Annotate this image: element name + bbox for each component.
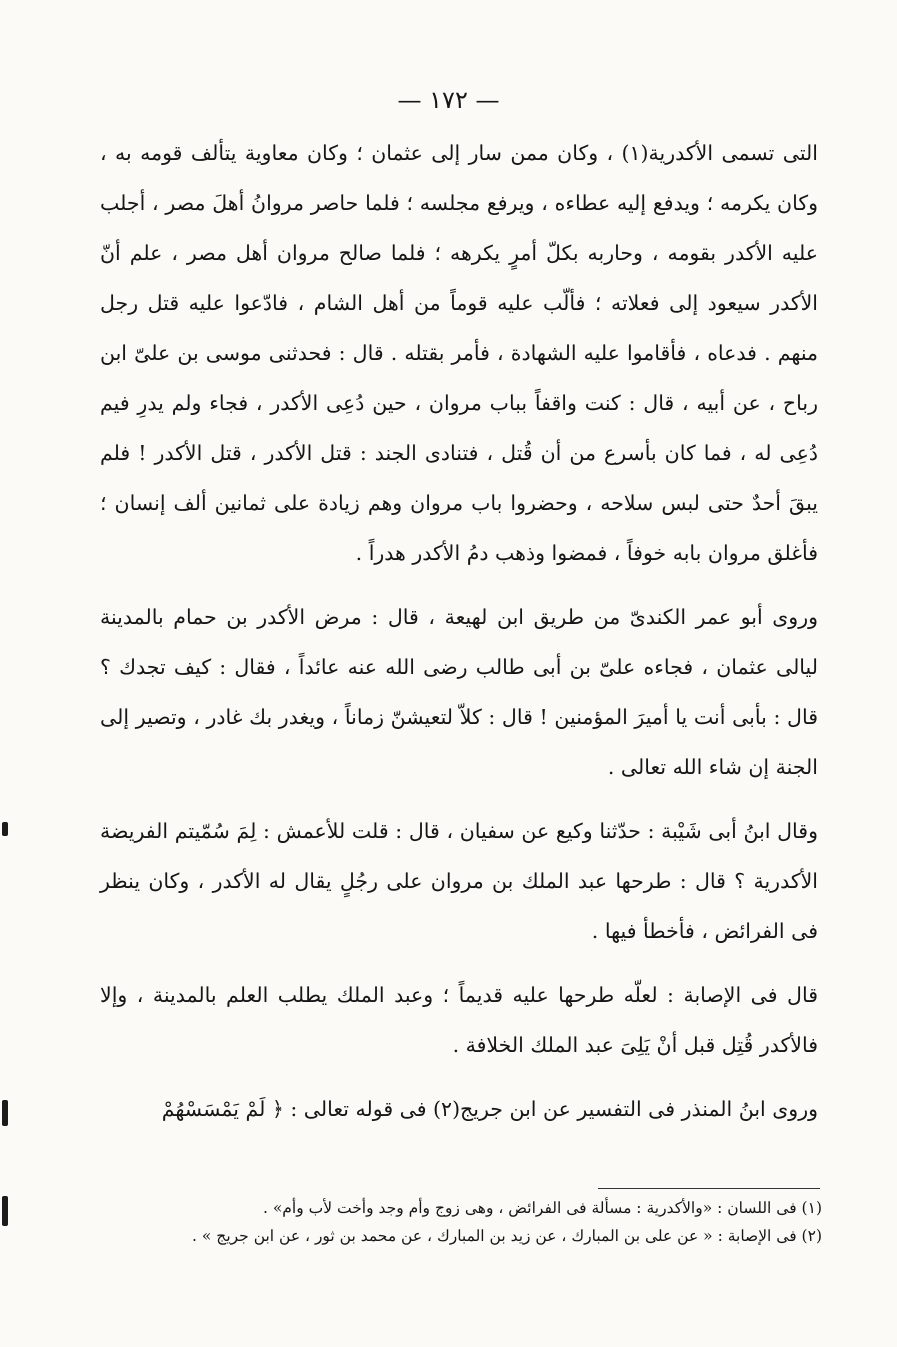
footnote-1: (١) فى اللسان : «والأكدرية : مسألة فى الفرائض ، وهى زوج وأم وجد وأخت لأب وأم» .: [262, 1199, 822, 1217]
paragraph-3: وقال ابنُ أبى شَيْبة : حدّثنا وكيع عن سفيان ، قال : قلت للأعمش : لِمَ سُمّيتم الفريضة الأكدرية ؟ قال : طرحها عبد الملك بن مروان على رجُلٍ يقال له الأكدر ، وكان ينظر فى الفرائض ، فأخطأ فيها .: [100, 819, 818, 943]
footnote-divider: [598, 1188, 820, 1189]
paragraph-5: وروى ابنُ المنذر فى التفسير عن ابن جريج(٢) فى قوله تعالى : ﴿ لَمْ يَمْسَسْهُمْ: [161, 1097, 818, 1121]
main-text: [100, 128, 818, 1134]
scan-edge-mark: [2, 1196, 8, 1226]
paragraph-1: التى تسمى الأكدرية(١) ، وكان ممن سار إلى عثمان ؛ وكان معاوية يتألف قومه به ، وكان يكرمه ؛ ويدفع إليه عطاءه ، ويرفع مجلسه ؛ فلما حاصر مروانُ أهلَ مصر ، أجلب عليه الأكدر بقومه ، وحاربه بكلّ أمرٍ يكرهه ؛ فلما صالح مروان أهل مصر ، علم أنّ الأكدر سيعود إلى فعلاته ؛ فألّب عليه قوماً من أهل الشام ، فادّعوا عليه قتل رجل منهم . فدعاه ، فأقاموا عليه الشهادة ، فأمر بقتله . قال : فحدثنى موسى بن علىّ ابن رباح ، عن أبيه ، قال : كنت واقفاً بباب مروان ، حين دُعِى الأكدر ، فجاء ولم يدرِ فيم دُعِى له ، فما كان بأسرع من أن قُتل ، فتنادى الجند : قتل الأكدر ، قتل الأكدر ! فلم يبقَ أحدٌ حتى لبس سلاحه ، وحضروا باب مروان وهم زيادة على ثمانين ألف إنسان ؛ فأغلق مروان بابه خوفاً ، فمضوا وذهب دمُ الأكدر هدراً .: [100, 141, 818, 565]
paragraph-2: وروى أبو عمر الكندىّ من طريق ابن لهيعة ، قال : مرض الأكدر بن حمام بالمدينة ليالى عثمان ، فجاءه علىّ بن أبى طالب رضى الله عنه عائداً ، فقال : كيف تجدك ؟ قال : بأبى أنت يا أميرَ المؤمنين ! قال : كلاّ لتعيشنّ زماناً ، ويغدر بك غادر ، وتصير إلى الجنة إن شاء الله تعالى .: [100, 605, 818, 779]
paragraph-4: قال فى الإصابة : لعلّه طرحها عليه قديماً ؛ وعبد الملك يطلب العلم بالمدينة ، وإلا فالأكدر قُتِل قبل أنْ يَلِىَ عبد الملك الخلافة .: [100, 983, 818, 1057]
footnotes: [100, 1194, 822, 1250]
footnote-2: (٢) فى الإصابة : « عن على بن المبارك ، عن زيد بن المبارك ، عن محمد بن ثور ، عن ابن جريج » .: [192, 1227, 822, 1245]
scan-edge-mark: [2, 822, 8, 836]
scan-edge-mark: [2, 1100, 8, 1126]
page-number: — ١٧٢ —: [397, 86, 500, 114]
